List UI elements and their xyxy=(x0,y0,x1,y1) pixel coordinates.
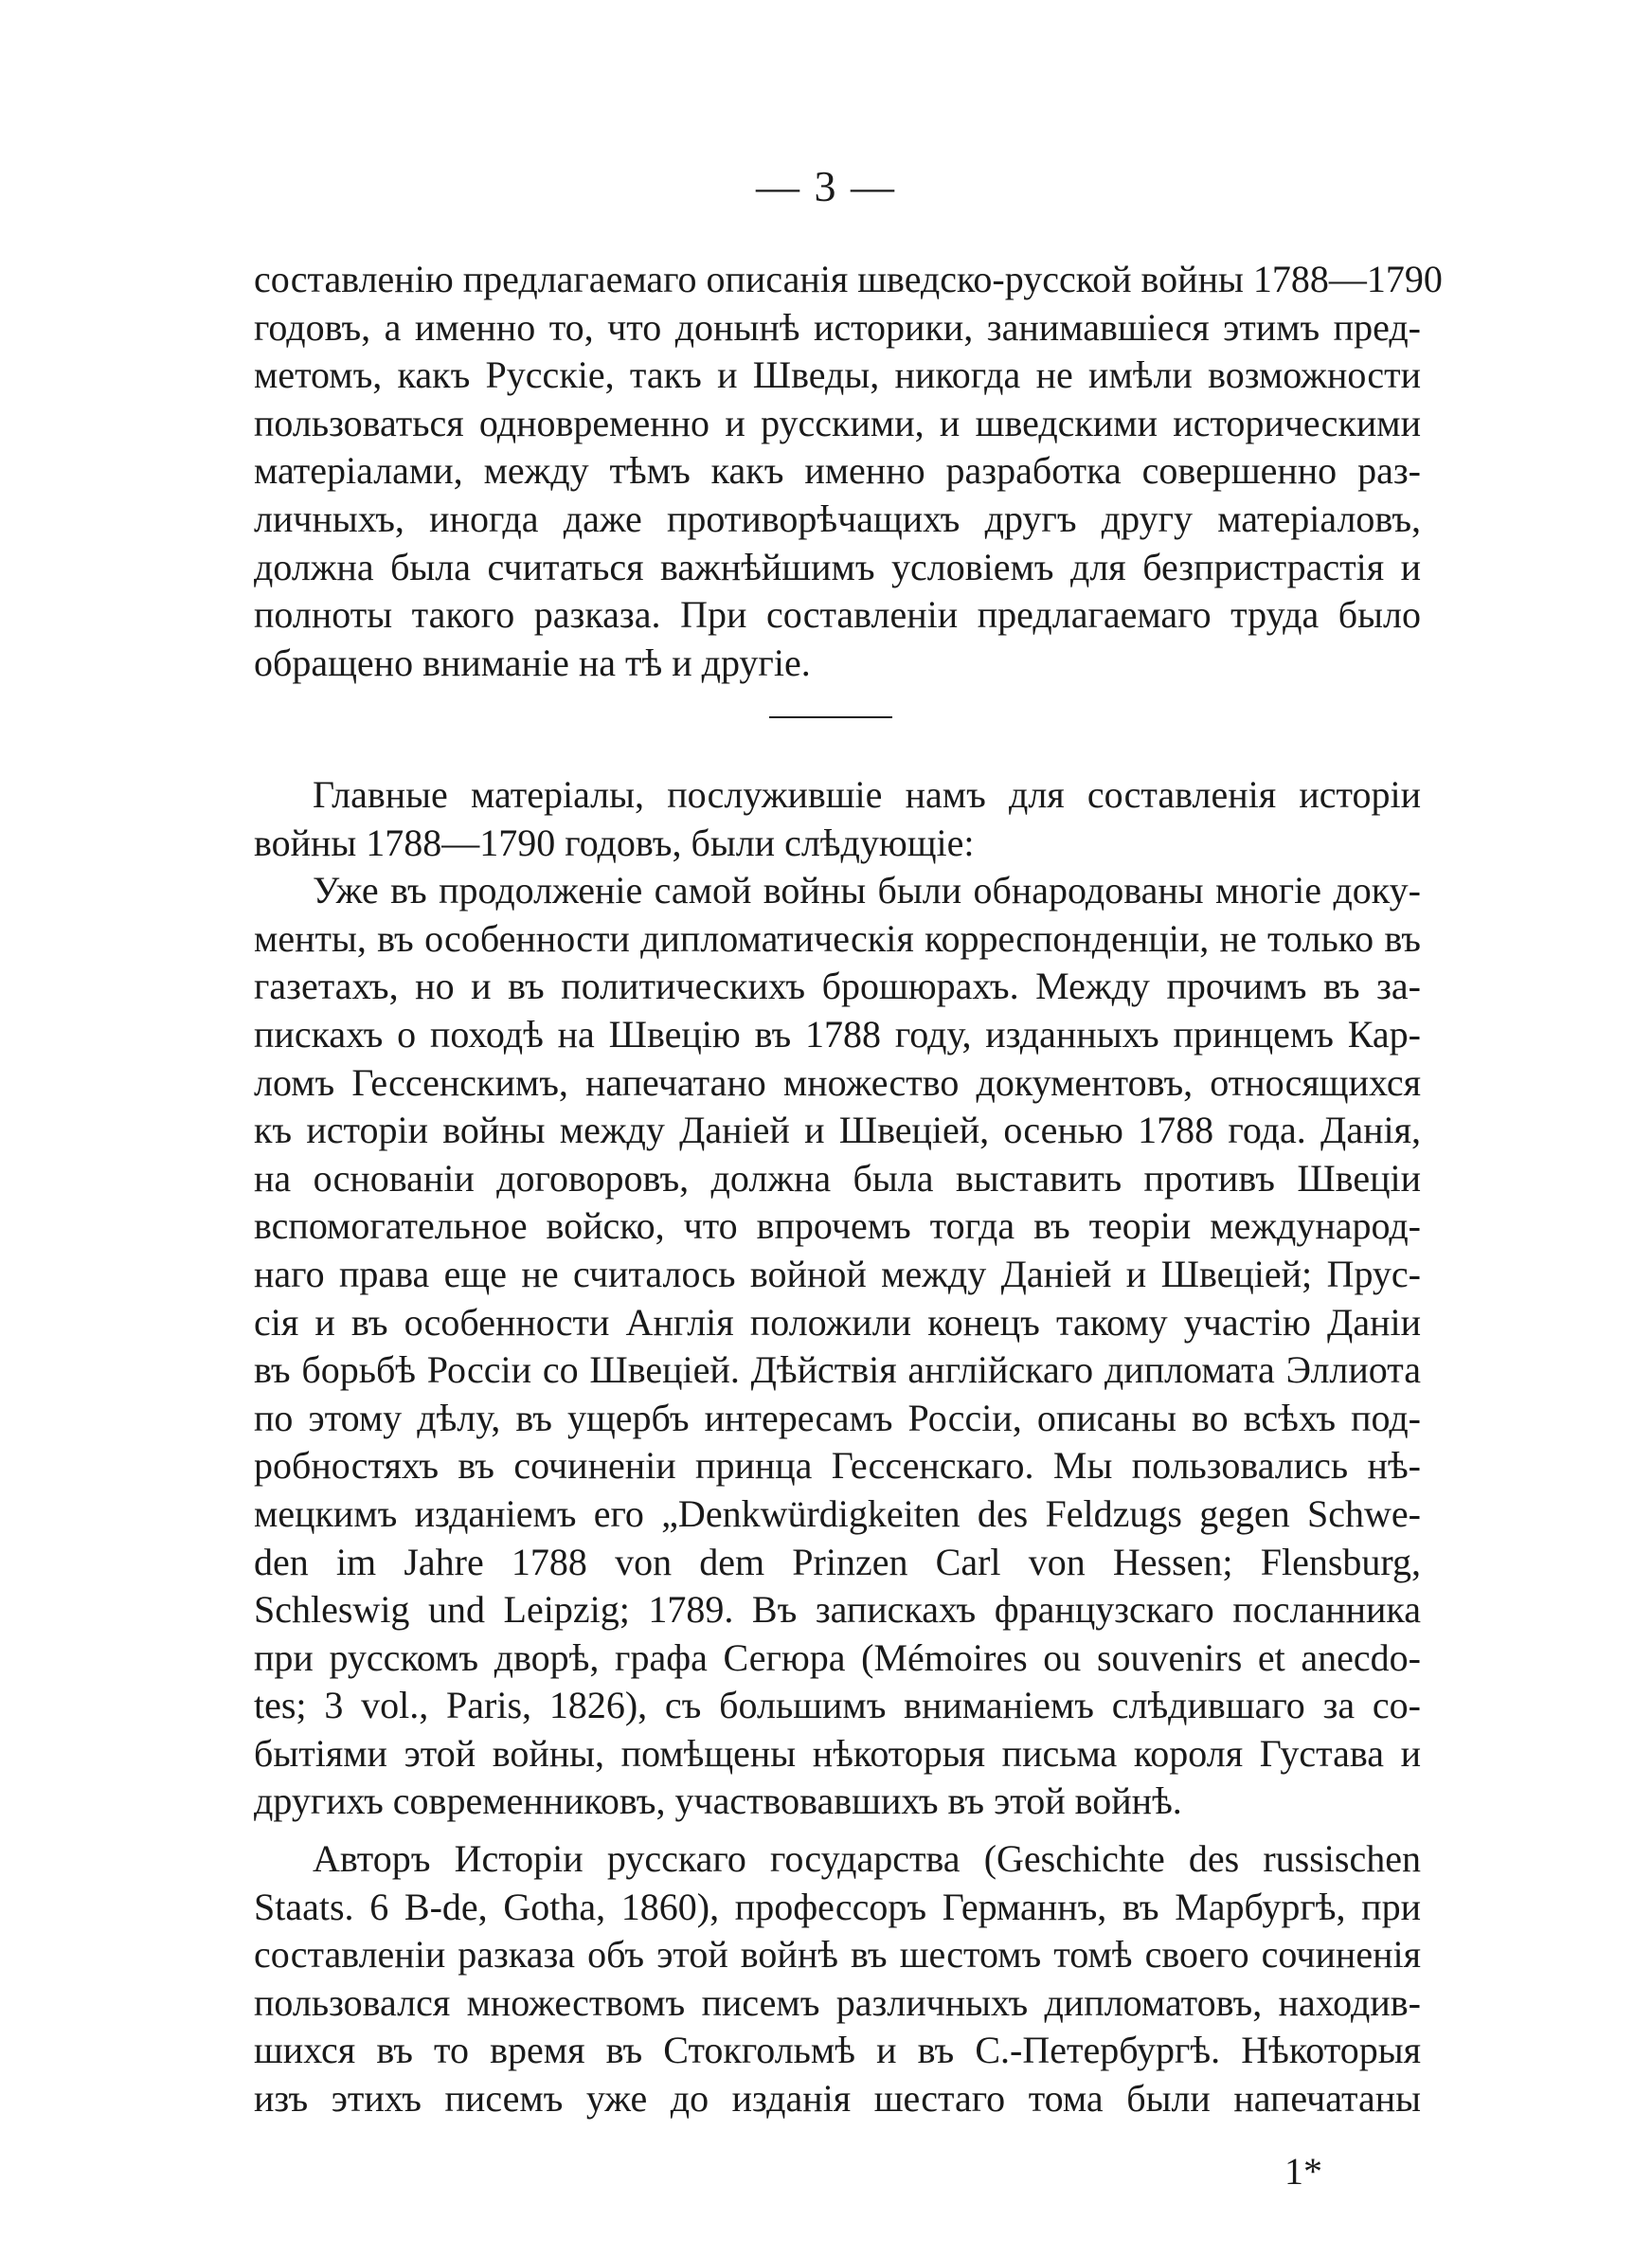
text-line: составленіи разказа объ этой войнѣ въ шестомъ томѣ своего сочиненія xyxy=(254,1933,1421,1977)
text-line: Авторъ Исторіи русскаго государства (Geschichte des russischen xyxy=(313,1837,1421,1881)
text-line: ломъ Гессенскимъ, напечатано множество документовъ, относящихся xyxy=(254,1060,1421,1104)
page-number: — 3 — xyxy=(756,162,896,210)
text-line: мецкимъ изданіемъ его „Denkwürdigkeiten des Feldzugs gegen Schwe- xyxy=(254,1491,1421,1535)
text-line: полноты такого разказа. При составленіи предлагаемаго труда было xyxy=(254,593,1421,637)
text-line: пискахъ о походѣ на Швецію въ 1788 году, изданныхъ принцемъ Кар- xyxy=(254,1012,1421,1056)
paragraph-gap xyxy=(254,1826,1421,1835)
text-line: Уже въ продолженіе самой войны были обнародованы многіе доку- xyxy=(313,869,1421,912)
intro-text xyxy=(254,256,1443,687)
text-line: Главные матеріалы, послужившіе намъ для составленія исторіи xyxy=(313,773,1421,816)
printer-signature-mark: 1* xyxy=(1284,2150,1322,2193)
text-line: должна была считаться важнѣйшимъ условіемъ для безпристрастія и xyxy=(254,545,1421,588)
text-line: въ борьбѣ Россіи со Швеціей. Дѣйствія англійскаго дипломата Эллиота xyxy=(254,1348,1421,1392)
text-line: наго права еще не считалось войной между Даніей и Швеціей; Прус- xyxy=(254,1252,1421,1295)
text-line: при русскомъ дворѣ, графа Сегюра (Mémoires ou souvenirs et anecdo- xyxy=(254,1635,1421,1679)
text-line: изъ этихъ писемъ уже до изданія шестаго тома были напечатаны xyxy=(254,2077,1421,2121)
text-line: вспомогательное войско, что впрочемъ тогда въ теоріи международ- xyxy=(254,1204,1421,1248)
text-line: войны 1788—1790 годовъ, были слѣдующіе: xyxy=(254,821,975,864)
main-text xyxy=(254,771,1421,2123)
text-line: менты, въ особенности дипломатическія корреспонденціи, не только въ xyxy=(254,916,1421,960)
text-line: робностяхъ въ сочиненіи принца Гессенскаго. Мы пользовались нѣ- xyxy=(254,1444,1421,1488)
text-line: газетахъ, но и въ политическихъ брошюрахъ. Между прочимъ въ за- xyxy=(254,965,1421,1008)
text-line: сія и въ особенности Англія положили конецъ такому участію Даніи xyxy=(254,1300,1421,1344)
text-line: den im Jahre 1788 von dem Prinzen Carl von Hessen; Flensburg, xyxy=(254,1540,1421,1583)
text-line: пользоваться одновременно и русскими, и шведскими историческими xyxy=(254,401,1421,444)
text-line: къ исторіи войны между Даніей и Швеціей, осенью 1788 года. Данія, xyxy=(254,1109,1421,1152)
text-line: другихъ современниковъ, участвовавшихъ въ этой войнѣ. xyxy=(254,1779,1182,1823)
text-line: личныхъ, иногда даже противорѣчащихъ другъ другу матеріаловъ, xyxy=(254,497,1421,540)
text-line: tes; 3 vol., Paris, 1826), съ большимъ вниманіемъ слѣдившаго за со- xyxy=(254,1684,1421,1727)
text-line: на основаніи договоровъ, должна была выставить противъ Швеціи xyxy=(254,1156,1421,1200)
text-line: обращено вниманіе на тѣ и другіе. xyxy=(254,641,811,684)
text-line: составленію предлагаемаго описанія шведско-русской войны 1788—1790 xyxy=(254,258,1443,300)
text-line: метомъ, какъ Русскіе, такъ и Шведы, никогда не имѣли возможности xyxy=(254,353,1421,397)
text-line: пользовался множествомъ писемъ различныхъ дипломатовъ, находив- xyxy=(254,1980,1421,2024)
text-line: годовъ, а именно то, что донынѣ историки, занимавшіеся этимъ пред- xyxy=(254,305,1421,349)
text-line: шихся въ то время въ Стокгольмѣ и въ С.-Петербургѣ. Нѣкоторыя xyxy=(254,2029,1421,2072)
text-line: Schleswig und Leipzig; 1789. Въ запискахъ французскаго посланника xyxy=(254,1588,1421,1632)
text-line: Staats. 6 B-de, Gotha, 1860), профессоръ Германнъ, въ Марбургѣ, при xyxy=(254,1885,1421,1928)
section-divider xyxy=(769,716,892,718)
text-line: по этому дѣлу, въ ущербъ интересамъ Россіи, описаны во всѣхъ под- xyxy=(254,1396,1421,1439)
text-line: бытіями этой войны, помѣщены нѣкоторыя письма короля Густава и xyxy=(254,1731,1421,1775)
text-line: матеріалами, между тѣмъ какъ именно разработка совершенно раз- xyxy=(254,449,1421,493)
